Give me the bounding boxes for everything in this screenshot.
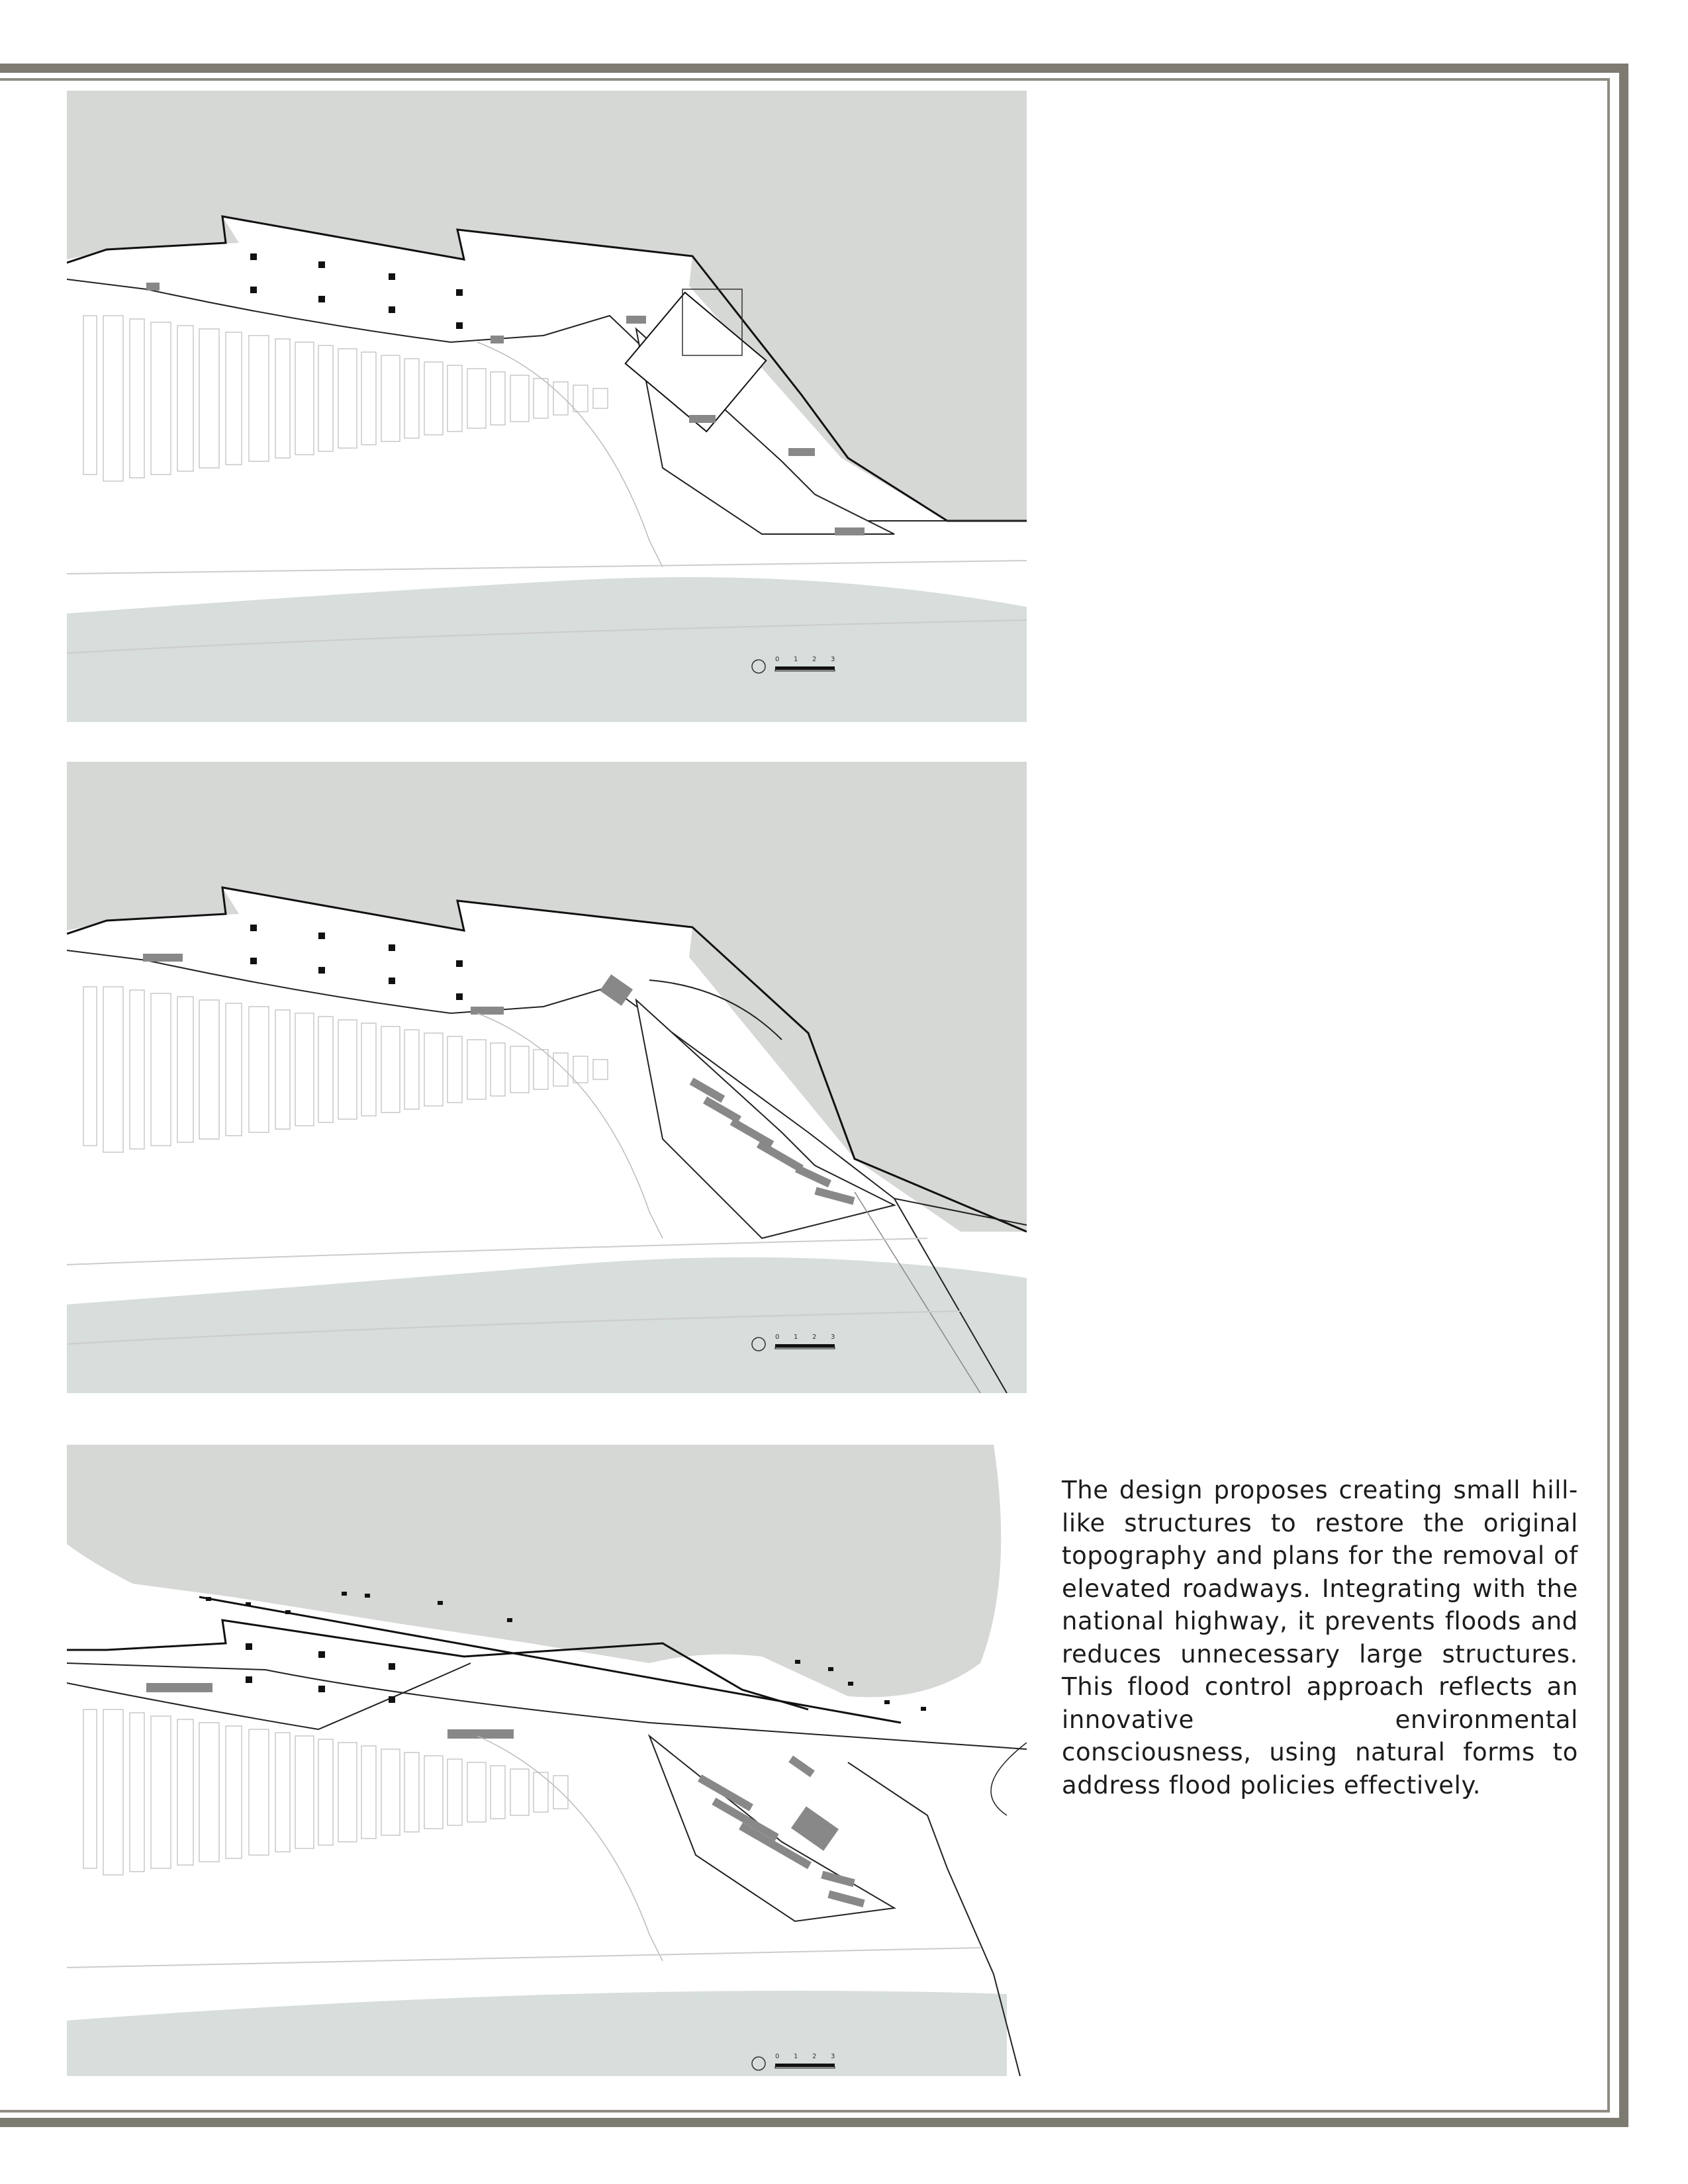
scale-tick: 3 <box>831 2053 835 2060</box>
site-plan-2 <box>67 762 1027 1393</box>
scale-tick: 2 <box>812 656 817 663</box>
site-plan-2-drawing <box>67 762 1027 1393</box>
scale-tick: 0 <box>775 2053 780 2060</box>
site-plan-3-drawing <box>67 1445 1027 2076</box>
page-frame-inner-bottom <box>0 2110 1610 2113</box>
scale-tick: 1 <box>794 2053 798 2060</box>
scale-tick: 3 <box>831 656 835 663</box>
site-plan-3 <box>67 1445 1027 2076</box>
scale-tick: 2 <box>812 2053 817 2060</box>
page-frame-top <box>0 64 1628 73</box>
page-frame-bottom <box>0 2118 1628 2127</box>
page-frame-right <box>1619 64 1628 2127</box>
scale-tick: 3 <box>831 1334 835 1341</box>
scale-tick: 0 <box>775 656 780 663</box>
site-plan-1-drawing <box>67 91 1027 722</box>
design-description: The design proposes creating small hill-like structures to restore the original topography and plans for the removal of elevated roadways. Integrating with the national highway, it prevents floods and reduces unnecessary large structures. This flood control approach reflects an innovative environmental consciousness, using natural forms to address flood policies effectively. <box>1062 1476 1578 1799</box>
scale-tick: 0 <box>775 1334 780 1341</box>
page-frame-inner-top <box>0 78 1610 81</box>
scale-tick: 2 <box>812 1334 817 1341</box>
scale-tick: 1 <box>794 656 798 663</box>
page-frame-inner-right <box>1607 78 1610 2113</box>
site-plan-1 <box>67 91 1027 722</box>
scale-tick: 1 <box>794 1334 798 1341</box>
